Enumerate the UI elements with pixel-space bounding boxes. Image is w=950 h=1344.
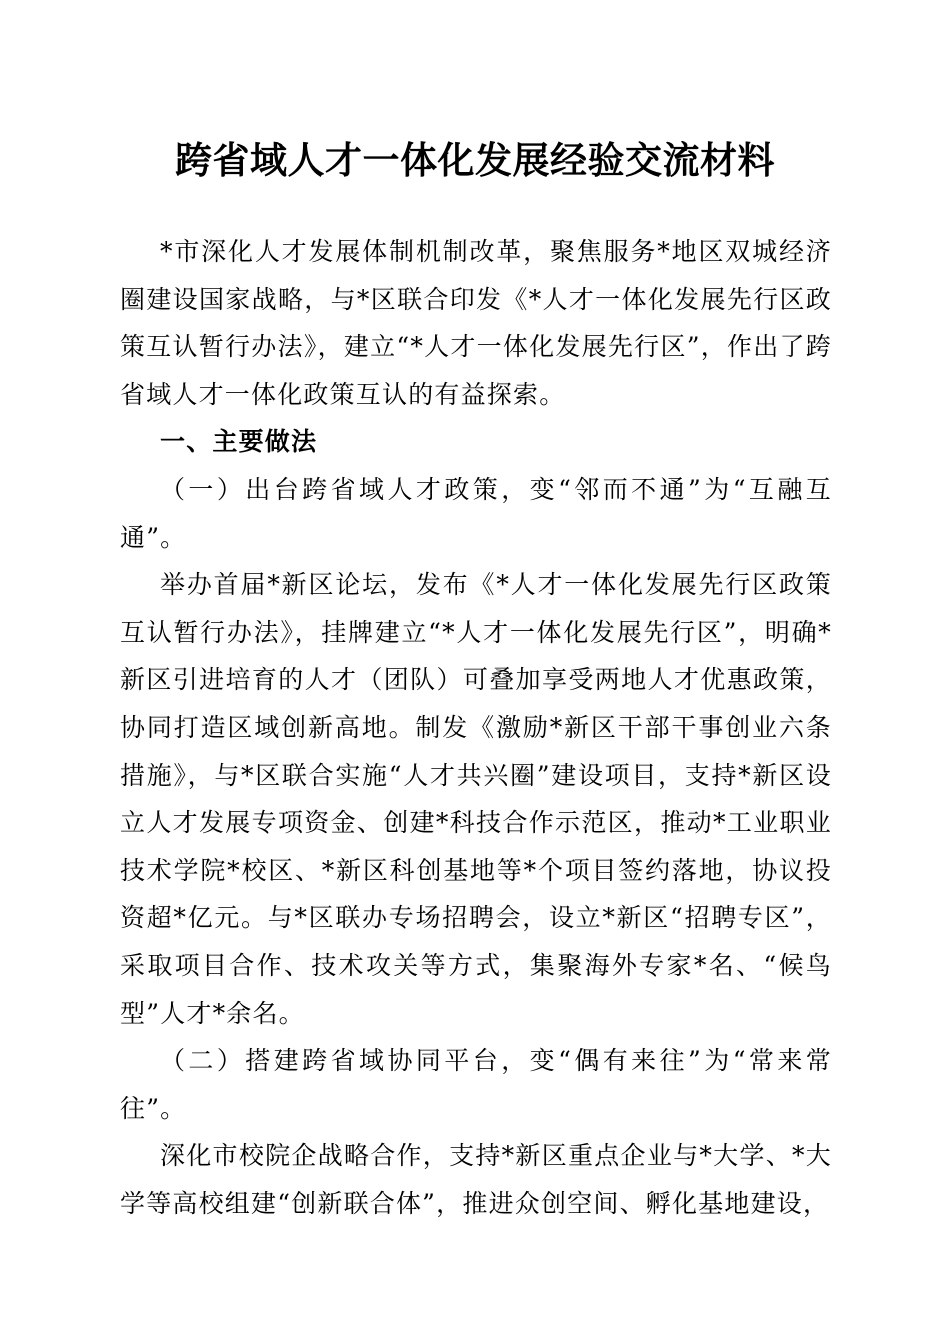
- document-body: [120, 228, 832, 1227]
- intro-paragraph: *市深化人才发展体制机制改革，聚焦服务*地区双城经济圈建设国家战略，与*区联合印发《*人才一体化发展先行区政策互认暂行办法》，建立“*人才一体化发展先行区”，作出了跨省域人才一体化政策互认的有益探索。: [120, 237, 832, 409]
- section-heading-main-practices: 一、主要做法: [160, 427, 318, 457]
- document-title: 跨省域人才一体化发展经验交流材料: [175, 138, 775, 182]
- body-paragraph-1: 举办首届*新区论坛，发布《*人才一体化发展先行区政策互认暂行办法》，挂牌建立“*人才一体化发展先行区”，明确*新区引进培育的人才（团队）可叠加享受两地人才优惠政策，协同打造区域创新高地。制发《激励*新区干部干事创业六条措施》，与*区联合实施“人才共兴圈”建设项目，支持*新区设立人才发展专项资金、创建*科技合作示范区，推动*工业职业技术学院*校区、*新区科创基地等*个项目签约落地，协议投资超*亿元。与*区联办专场招聘会，设立*新区“招聘专区”，采取项目合作、技术攻关等方式，集聚海外专家*名、“候鸟型”人才*余名。: [120, 570, 832, 1028]
- subsection-heading-2: （二）搭建跨省域协同平台，变“偶有来往”为“常来常往”。: [120, 1046, 832, 1123]
- body-paragraph-2: 深化市校院企战略合作，支持*新区重点企业与*大学、*大学等高校组建“创新联合体”，推进众创空间、孵化基地建设，: [120, 1141, 832, 1218]
- subsection-heading-1: （一）出台跨省域人才政策，变“邻而不通”为“互融互通”。: [120, 474, 832, 552]
